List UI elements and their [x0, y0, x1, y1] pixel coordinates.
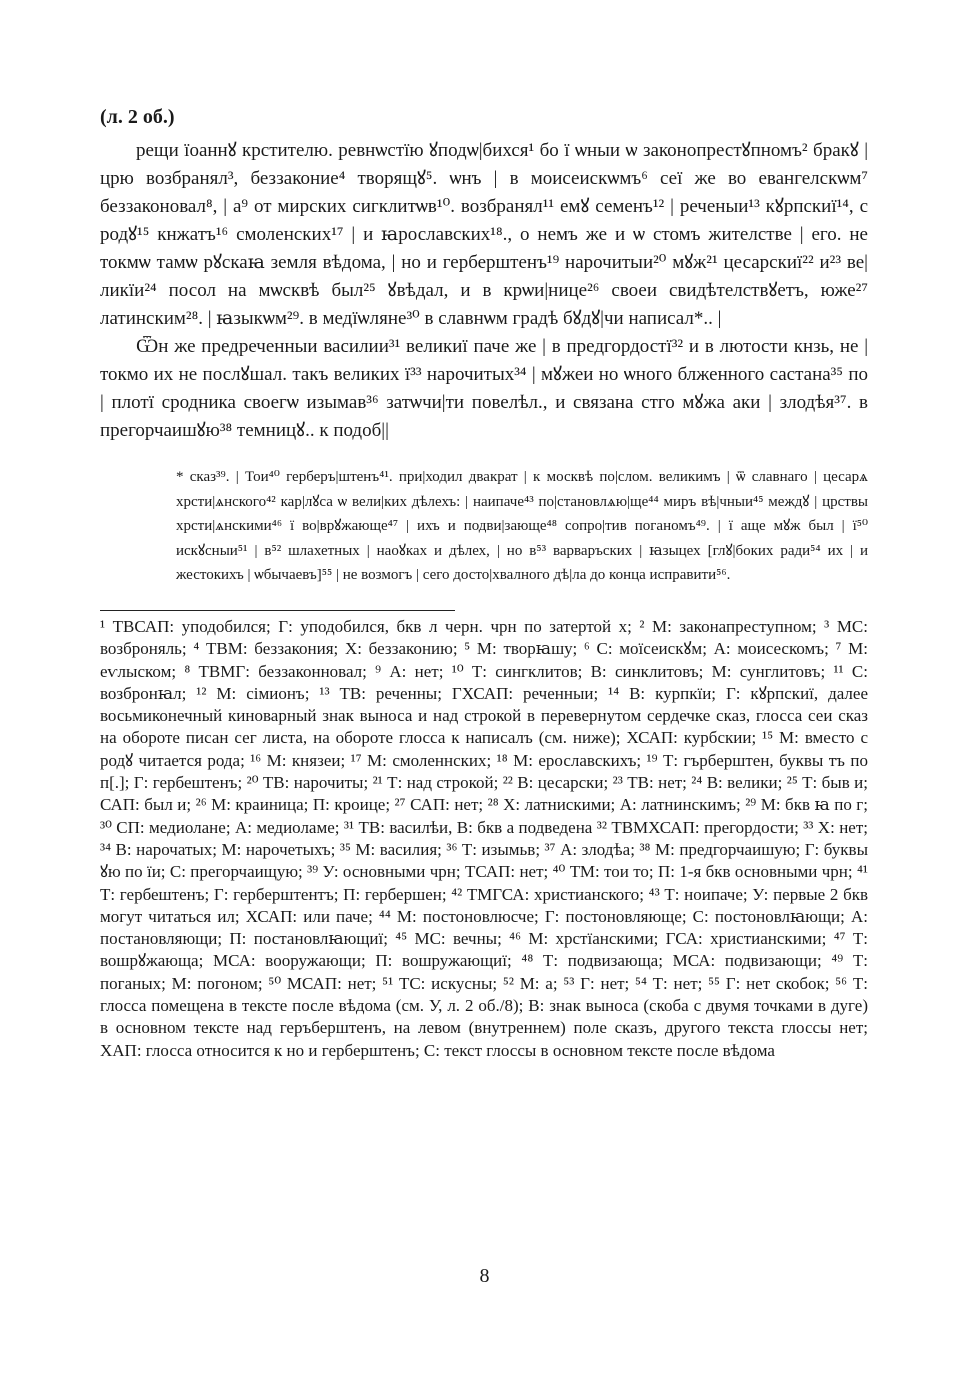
footnote-divider	[100, 610, 455, 611]
page-number: 8	[479, 1265, 490, 1287]
main-text-paragraph-1: рещи їоаннꙋ крстителю. ревнѡстїю ꙋподѡ|бихся¹ бо ї ѡныи ѡ законопрестꙋпномъ² бракꙋ | црю возбранял³, беззаконие⁴ творящꙋ⁵. ѡнъ | в моисеискѡмъ⁶ сеї же во евангелскѡм⁷ беззаконовал⁸, | а⁹ от мирских сигклитѡв¹⁰. возбранял¹¹ емꙋ семенъ¹² | реченыи¹³ кꙋрпскиї¹⁴, с родꙋ¹⁵ кнжатъ¹⁶ смоленских¹⁷ | и ꙗрославских¹⁸., о немъ же и ѡ стомъ жителстве | его. не токмѡ тамѡ рꙋскаꙗ земля вѣдома, | но и герберштенъ¹⁹ нарочитыи²⁰ мꙋж²¹ цесарскиї²² и²³ ве|ликїи²⁴ посол на мѡсквѣ был²⁵ ꙋвѣдал, и в крѡи|нице²⁶ своеи свидѣтелствꙋетъ, юже²⁷ латинским²⁸. | ꙗзыкѡм²⁹. в медїѡляне³⁰ в славнѡм градѣ бꙋдꙋ|чи написал*.. |	[100, 140, 868, 329]
page-body	[100, 100, 868, 1062]
folio-heading: (л. 2 об.)	[100, 106, 175, 128]
marginal-gloss: * сказ³⁹. | Тои⁴⁰ герберъ|штенъ⁴¹. при|ходил двакрат | к москвѣ по|слом. великимъ | ѿ славнаго | цесарѧ хрсти|ѧнского⁴² кар|лꙋса ѡ вели|ких дѣлехъ: | наипаче⁴³ по|становлѧю|ще⁴⁴ миръ вѣ|чныи⁴⁵ междꙋ | црствы хрсти|ѧнскими⁴⁶ ї во|врꙋжающе⁴⁷ | ихъ и подви|зающе⁴⁸ сопро|тив поганомъ⁴⁹. | ї аще мꙋж был | ї⁵⁰ искꙋсныи⁵¹ | в⁵² шлахетных | наоꙋках и дѣлех, | но в⁵³ варваръских | ꙗзыцех [глꙋ|боких ради⁵⁴ их | и жестокихъ | ѡбычаевъ]⁵⁵ | не возмогъ | сего досто|хвалного дѣ|ла до конца исправити⁵⁶.	[176, 469, 868, 584]
footnotes: ¹ ТВСАП: уподобился; Г: уподобился, бкв л черн. чрн по затертой х; ² М: законапреступном; ³ МС: возброняль; ⁴ ТВМ: беззакония; Х: беззаконию; ⁵ М: творꙗшу; ⁶ С: моїсеискꙋм; А: моисескомъ; ⁷ М: еѵлыском; ⁸ ТВМГ: беззаконновал; ⁹ А: нет; ¹⁰ Т: сингклитов; В: синклитовъ; М: сунглитовъ; ¹¹ С: возбронꙗл; ¹² М: сімионъ; ¹³ ТВ: реченны; ГХСАП: реченныи; ¹⁴ В: курпкїи; Г: кꙋрпскиї, далее восьмиконечный киноварный знак выноса и над строкой в перевернутом сердечке сказ, глосса сеи сказ на обороте писан сег листа, на обороте глосса к написалъ (см. ниже); ХСАП: курбскии; ¹⁵ М: вместо с родꙋ читается рода; ¹⁶ М: князеи; ¹⁷ М: смоленнских; ¹⁸ М: ерославскихъ; ¹⁹ Т: гърберштен, буквы тъ по п[.]; Г: гербештенъ; ²⁰ ТВ: нарочиты; ²¹ Т: над строкой; ²² В: цесарски; ²³ ТВ: нет; ²⁴ В: велики; ²⁵ Т: быв и; САП: был и; ²⁶ М: краиница; П: кроице; ²⁷ САП: нет; ²⁸ Х: латнискими; А: латнинскимъ; ²⁹ М: бкв ꙗ по г; ³⁰ СП: медиолане; А: медиоламе; ³¹ ТВ: василѣи, В: бкв а подведена ³² ТВМХСАП: прегордости; ³³ Х: нет; ³⁴ В: нарочатых; М: нарочетыхъ; ³⁵ М: василия; ³⁶ Т: изымьв; ³⁷ А: злодѣа; ³⁸ М: предгорчаишую; Г: буквы ꙋю по їи; С: прегорчаищую; ³⁹ У: основными чрн; ТСАП: нет; ⁴⁰ ТМ: тои то; П: 1-я бкв основными чрн; ⁴¹ Т: гербештенъ; Г: герберштентъ; П: гербершен; ⁴² ТМГСА: христианского; ⁴³ Т: ноипаче; У: первые 2 бкв могут читаться ил; ХСАП: или паче; ⁴⁴ М: постоновлюсче; Г: постоновляюще; С: постоновлꙗющи; А: постановляющи; П: постановлꙗющиї; ⁴⁵ МС: вечны; ⁴⁶ М: хрстїанскими; ГСА: христианскими; ⁴⁷ Т: вошрꙋжающа; МСА: вооружающи; П: вошружающиї; ⁴⁸ Т: подвизающа; МСА: подвизающи; ⁴⁹ Т: поганых; М: погоном; ⁵⁰ МСАП: нет; ⁵¹ ТС: искусны; ⁵² М: а; ⁵³ Г: нет; ⁵⁴ Т: нет; ⁵⁵ Г: нет скобок; ⁵⁶ Т: глосса помещена в тексте после вѣдома (см. У, л. 2 об./8); В: знак выноса (скоба с двумя точками в дуге) в основном тексте над геръберштенъ, на левом (внутреннем) поле сказъ, другого текста глоссы нет; ХАП: глосса относится к но и герберштенъ; С: текст глоссы в основном тексте после вѣдома	[100, 616, 868, 1060]
main-text-paragraph-2: Ѿн же предреченныи василии³¹ великиї паче же | в предгордостї³² и в лютости кнзь, не | токмо их не послꙋшал. такъ великих ї³³ нарочитых³⁴ | мꙋжеи но ѡного блженного састана³⁵ по | плотї сродника своегѡ изымав³⁶ затѡчи|ти повелѣл., и связана стго мꙋжа аки | злодѣя³⁷. в прегорчаишꙋю³⁸ темницꙋ.. к подоб||	[100, 336, 868, 441]
